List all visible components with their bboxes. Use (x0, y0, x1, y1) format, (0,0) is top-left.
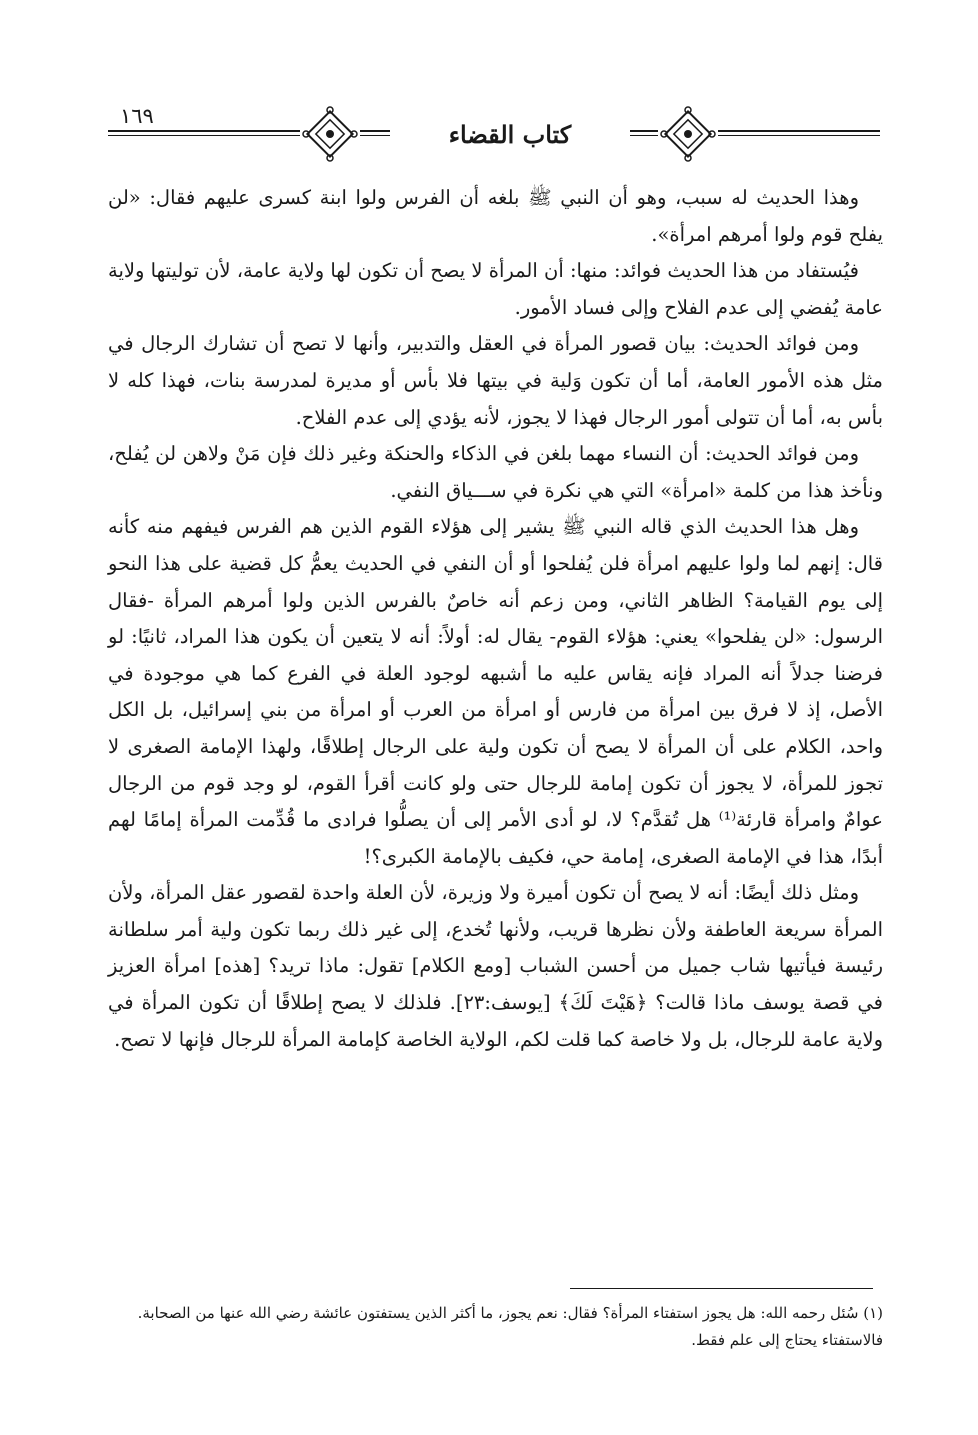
ornament-left-icon (300, 104, 360, 164)
paragraph: فيُستفاد من هذا الحديث فوائد: منها: أن المرأة لا يصح أن تكون لها ولاية عامة، لأن توليتها ولاية عامة يُفضي إلى عدم الفلاح وإلى فساد الأمور. (108, 259, 883, 319)
paragraph: ومثل ذلك أيضًا: أنه لا يصح أن تكون أميرة ولا وزيرة، لأن العلة واحدة لقصور عقل المرأة، ولأن المرأة سريعة العاطفة ولأن نظرها قريب، ولأنها تُخدع، إلى غير ذلك ربما تكون ولية أمر سلطانة رئيسة فيأتيها شاب جميل من أحسن الشباب [ومع الكلام] تقول: ماذا تريد؟ [هذه] امرأة العزيز في قصة يوسف ماذا قالت؟ ﴿هَيْتَ لَكَ﴾ [يوسف:٢٣]. فلذلك لا يصح إطلاقًا أن تكون المرأة في ولاية عامة للرجال، بل ولا خاصة كما قلت لكم، الولاية الخاصة كإمامة المرأة للرجال فإنها لا تصح. (108, 881, 883, 1051)
footnote-line: (١) سُئل رحمه الله: هل يجوز استفتاء المرأة؟ فقال: نعم يجوز، ما أكثر الذين يستفتون عائشة رضي الله عنها من الصحابة. (137, 1304, 883, 1322)
paragraph: ومن فوائد الحديث: بيان قصور المرأة في العقل والتدبير، وأنها لا تصح أن تشارك الرجال في مثل هذه الأمور العامة، أما أن تكون وَلية في بيتها فلا بأس أو مديرة لمدرسة بنات، فهذا كله لا بأس به، أما أن تتولى أمور الرجال فهذا لا يجوز، لأنه يؤدي إلى عدم الفلاح. (108, 332, 883, 429)
ornament-right-icon (658, 104, 718, 164)
footnote-separator (570, 1288, 873, 1289)
paragraph: وهذا الحديث له سبب، وهو أن النبي ﷺ بلغه أن الفرس ولوا ابنة كسرى عليهم فقال: «لن يفلح قوم ولوا أمرهم امرأة». (108, 186, 883, 246)
main-text (108, 180, 883, 1058)
page-header (100, 100, 890, 170)
footnote-line: فالاستفتاء يحتاج إلى علم فقط. (691, 1331, 883, 1349)
page-number: ١٦٩ (120, 104, 154, 128)
paragraph: وهل هذا الحديث الذي قاله النبي ﷺ يشير إلى هؤلاء القوم الذين هم الفرس فيفهم منه كأنه قال: إنهم لما ولوا عليهم امرأة فلن يُفلحوا أو أن النفي في الحديث يعمُّ كل قضية على هذا النحو إلى يوم القيامة؟ الظاهر الثاني، ومن زعم أنه خاصٌ بالفرس الذين ولوا أمرهم المرأة -فقال الرسول: «لن يفلحوا» يعني: هؤلاء القوم- يقال له: أولاً: أنه لا يتعين أن يكون هذا المراد، ثانيًا: لو فرضنا جدلاً أنه المراد فإنه يقاس عليه ما أشبهه لوجود العلة في الفرع كما هي موجودة في الأصل، إذ لا فرق بين امرأة من فارس أو امرأة من العرب أو امرأة من بني إسرائيل، بل الكل واحد، الكلام على أن المرأة لا يصح أن تكون ولية على الرجال إطلاقًا، ولهذا الإمامة الصغرى لا تجوز للمرأة، لا يجوز أن تكون إمامة للرجال حتى ولو كانت أقرأ القوم، لو وجد قوم من الرجال عوامٌ وامرأة قارئة⁽¹⁾ هل تُقدَّم؟ لا، لو أدى الأمر إلى أن يصلُّوا فرادى ما قُدِّمت المرأة إمامًا لهم أبدًا، هذا في الإمامة الصغرى، إمامة حي، فكيف بالإمامة الكبرى؟! (108, 515, 884, 868)
book-title: كتاب القضاء (390, 120, 630, 149)
paragraph: ومن فوائد الحديث: أن النساء مهما بلغن في الذكاء والحنكة وغير ذلك فإن مَنْ ولاهن لن يُفلح، ونأخذ هذا من كلمة «امرأة» التي هي نكرة في ســـياق النفي. (108, 442, 883, 502)
footnotes (108, 1300, 883, 1354)
